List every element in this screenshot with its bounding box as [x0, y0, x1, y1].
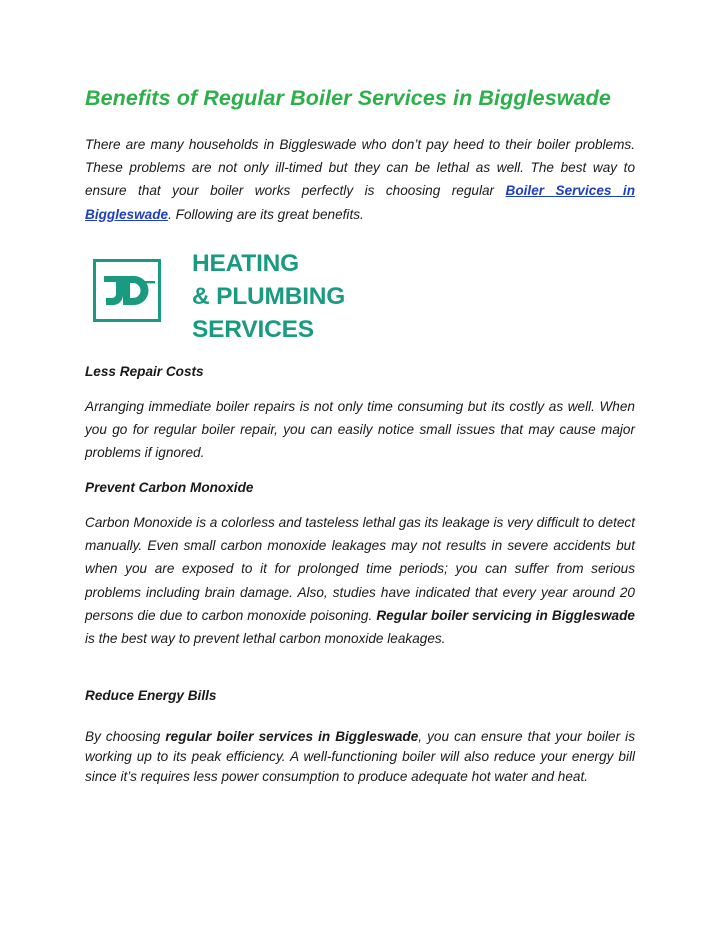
intro-paragraph: [85, 133, 635, 226]
logo-line-services: SERVICES: [192, 316, 314, 343]
energy-bills-text: By choosing: [85, 729, 166, 744]
section-text-carbon-monoxide: [85, 511, 635, 650]
section-heading-carbon-monoxide: Prevent Carbon Monoxide: [85, 480, 254, 495]
logo-line-plumbing: & PLUMBING: [192, 283, 346, 310]
carbon-monoxide-text: Carbon Monoxide is a colorless and tasteless lethal gas its leakage is very difficult to detect manually. Even small carbon monoxide leakages may not results in severe accidents but when you are exposed to it for prolonged time periods; you can suffer from serious problems including brain damage. Also, studies have indicated that every year around 20 persons die due to carbon monoxide poisoning.: [85, 515, 635, 623]
section-heading-repair-costs: Less Repair Costs: [85, 364, 204, 379]
energy-bills-bold-phrase: regular boiler services in Biggleswade: [165, 729, 419, 744]
jd-monogram-icon: [96, 262, 158, 319]
section-heading-energy-bills: Reduce Energy Bills: [85, 688, 217, 703]
energy-bills-text-end: , you can ensure that your boiler is working up to its peak efficiency. A well-functioning boiler will also reduce your energy bill since it’s requires less power consumption to produce adequate hot water and heat.: [85, 729, 636, 785]
carbon-monoxide-bold-phrase: Regular boiler servicing in Biggleswade: [376, 607, 635, 623]
intro-text-end: . Following are its great benefits.: [168, 206, 364, 222]
section-text-energy-bills: [85, 727, 635, 788]
jd-logo-mark: [93, 259, 161, 322]
intro-text: There are many households in Biggleswade who don’t pay heed to their boiler problems. These problems are not only ill-timed but they can be lethal as well. The best way to ensure that your boiler works perfectly is choosing regular: [85, 137, 635, 199]
logo-line-heating: HEATING: [192, 250, 300, 277]
boiler-services-link[interactable]: Boiler Services in Biggleswade: [85, 183, 635, 222]
company-logo: [93, 247, 363, 343]
page-title: Benefits of Regular Boiler Services in Biggleswade: [85, 86, 611, 110]
carbon-monoxide-text-end: is the best way to prevent lethal carbon monoxide leakages.: [85, 631, 446, 647]
section-text-repair-costs: Arranging immediate boiler repairs is not only time consuming but its costly as well. When you go for regular boiler repair, you can easily notice small issues that may cause major problems if ignored.: [85, 399, 635, 461]
logo-wordmark: [192, 247, 345, 346]
